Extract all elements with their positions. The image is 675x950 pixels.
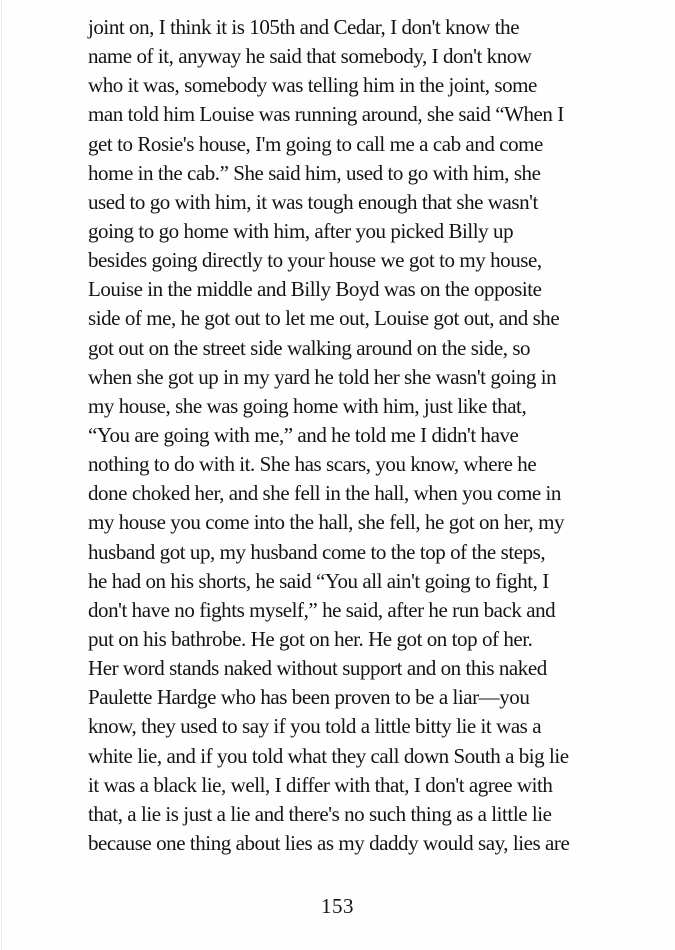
text-line: know, they used to say if you told a little bitty lie it was a — [88, 714, 542, 739]
text-line: name of it, anyway he said that somebody, I don't know — [88, 44, 532, 69]
text-line: white lie, and if you told what they call down South a big lie — [88, 743, 569, 768]
text-line: joint on, I think it is 105th and Cedar, I don't know the — [88, 15, 520, 39]
text-line: get to Rosie's house, I'm going to call me a cab and come — [88, 131, 543, 156]
text-line: put on his bathrobe. He got on her. He got on top of her. — [88, 626, 533, 651]
text-line: don't have no fights myself,” he said, after he run back and — [88, 597, 556, 622]
text-line: husband got up, my husband come to the top of the steps, — [88, 539, 546, 564]
text-line: man told him Louise was running around, she said “When I — [88, 102, 564, 127]
text-line: Paulette Hardge who has been proven to be a liar—you — [88, 685, 530, 710]
text-line: Her word stands naked without support and on this naked — [88, 656, 547, 681]
text-line: besides going directly to your house we got to my house, — [88, 248, 542, 273]
page-text — [88, 13, 608, 858]
text-line: he had on his shorts, he said “You all ain't going to fight, I — [88, 568, 549, 593]
text-line: my house you come into the hall, she fell, he got on her, my — [88, 510, 565, 535]
scan-edge-line — [1, 0, 2, 950]
text-line: that, a lie is just a lie and there's no such thing as a little lie — [88, 801, 552, 826]
text-line: used to go with him, it was tough enough that she wasn't — [88, 189, 538, 214]
page-number: 153 — [321, 894, 354, 918]
text-line: nothing to do with it. She has scars, you know, where he — [88, 452, 537, 477]
text-line: who it was, somebody was telling him in the joint, some — [88, 73, 537, 98]
text-line: going to go home with him, after you picked Billy up — [88, 218, 514, 243]
text-line: Louise in the middle and Billy Boyd was on the opposite — [88, 277, 542, 302]
text-line: got out on the street side walking around on the side, so — [88, 335, 531, 360]
text-line: it was a black lie, well, I differ with that, I don't agree with — [88, 772, 553, 797]
text-line: my house, she was going home with him, just like that, — [88, 393, 527, 418]
text-line: done choked her, and she fell in the hall, when you come in — [88, 481, 561, 506]
text-line: home in the cab.” She said him, used to go with him, she — [88, 160, 541, 185]
text-line: “You are going with me,” and he told me I didn't have — [88, 422, 519, 447]
text-line: because one thing about lies as my daddy would say, lies are — [88, 830, 570, 855]
text-line: when she got up in my yard he told her she wasn't going in — [88, 364, 557, 389]
text-line: side of me, he got out to let me out, Louise got out, and she — [88, 306, 560, 331]
